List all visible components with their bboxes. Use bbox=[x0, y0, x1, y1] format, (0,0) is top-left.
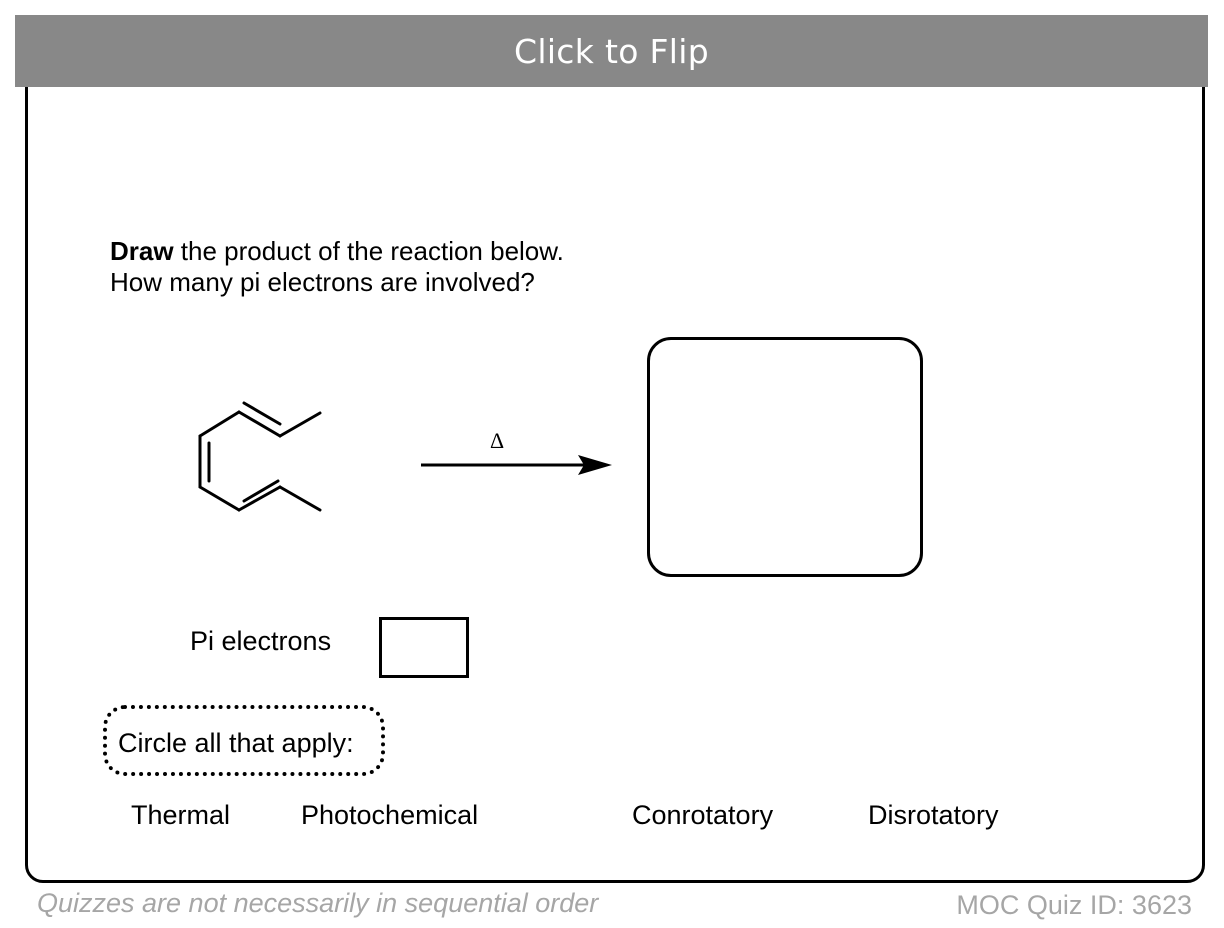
question-line-1-text: the product of the reaction below. bbox=[173, 236, 564, 266]
flip-card-button[interactable]: Click to Flip bbox=[15, 15, 1208, 87]
pi-electrons-label: Pi electrons bbox=[190, 626, 332, 656]
heat-condition-label: Δ bbox=[490, 428, 505, 453]
circle-instruction-label: Circle all that apply: bbox=[118, 728, 354, 758]
product-answer-box[interactable] bbox=[647, 337, 923, 577]
option-thermal[interactable]: Thermal bbox=[131, 800, 231, 830]
footer-order-note: Quizzes are not necessarily in sequential order bbox=[37, 888, 599, 918]
footer-quiz-id: MOC Quiz ID: 3623 bbox=[956, 890, 1192, 920]
option-conrotatory[interactable]: Conrotatory bbox=[632, 800, 774, 830]
option-disrotatory[interactable]: Disrotatory bbox=[868, 800, 999, 830]
question-line-2: How many pi electrons are involved? bbox=[110, 267, 535, 297]
pi-electrons-answer-box[interactable] bbox=[379, 617, 469, 678]
option-photochemical[interactable]: Photochemical bbox=[301, 800, 479, 830]
question-bold-word: Draw bbox=[110, 236, 174, 266]
question-prompt bbox=[110, 236, 564, 298]
question-line-1 bbox=[110, 236, 564, 267]
